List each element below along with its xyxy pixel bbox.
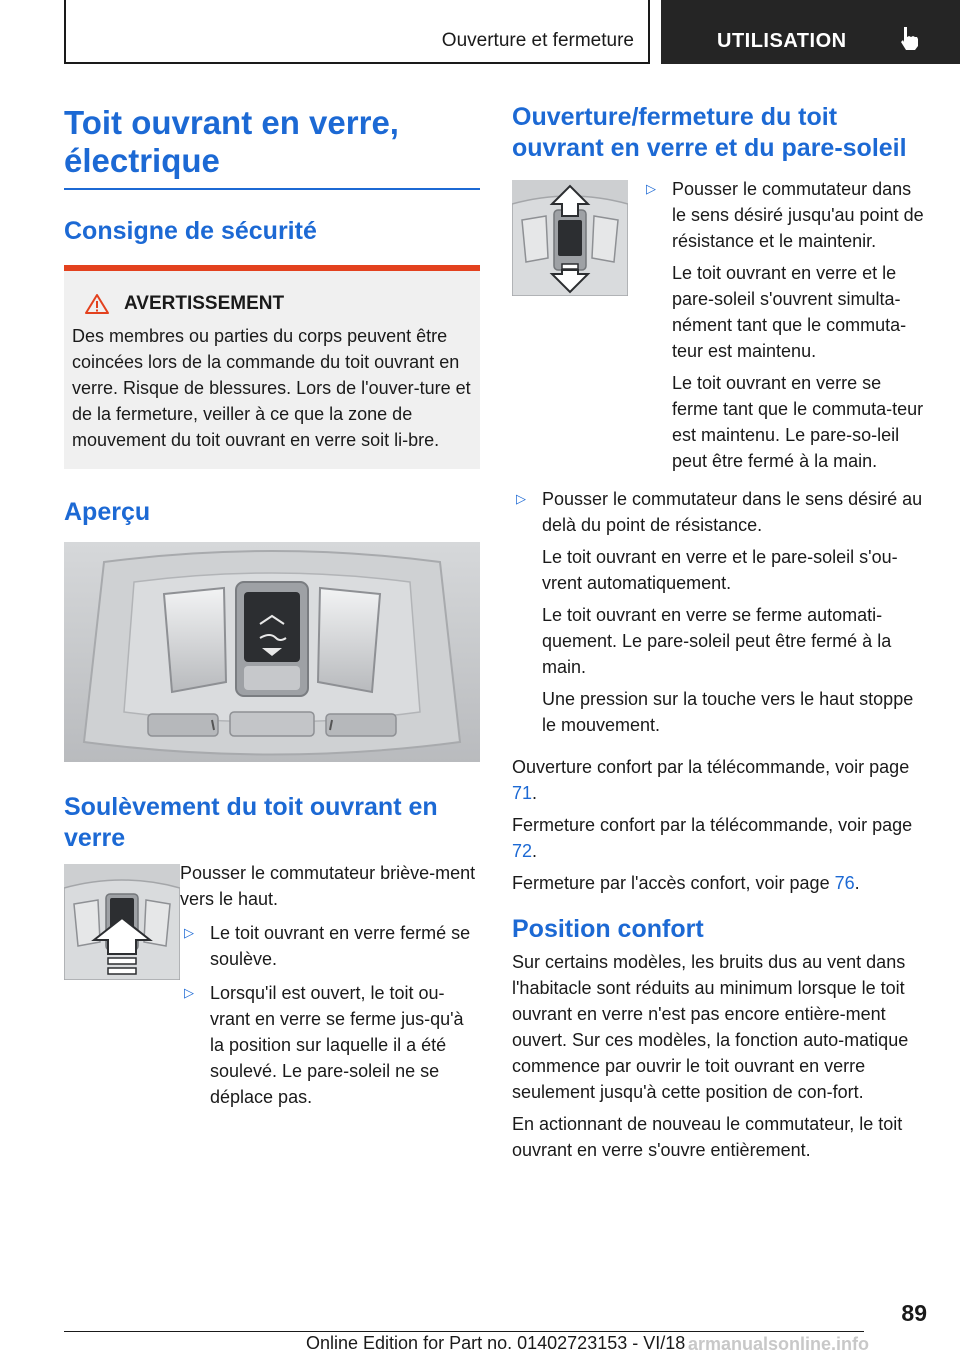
open-close-heading	[512, 102, 928, 164]
warning-title: AVERTISSEMENT	[124, 293, 285, 314]
comfort-access-ref	[512, 870, 928, 896]
pointing-hand-icon	[895, 24, 923, 52]
warning-box	[64, 265, 480, 469]
open-close-bullet-1	[628, 176, 928, 474]
chapter-tab	[661, 0, 960, 64]
overview-image	[64, 542, 480, 762]
title-divider	[64, 188, 480, 190]
footer-divider	[64, 1331, 864, 1332]
open-close-bullet-1-sub1: Le toit ouvrant en verre et le pare-soleil s'ouvrent simulta-nément tant que le commuta-teur est maintenu.	[672, 263, 907, 361]
page-header	[0, 0, 960, 64]
open-close-bullet-1-row	[642, 176, 928, 474]
lift-switch-image	[64, 864, 180, 980]
open-close-bullet-1-content	[672, 176, 928, 474]
open-close-bullet-2-sub3: Une pression sur la touche vers le haut stoppe le mouvement.	[542, 689, 914, 735]
open-close-heading-line1: Ouverture/fermeture du toit	[512, 103, 838, 131]
open-close-heading-line2: ouvrant en verre et du pare-soleil	[512, 134, 907, 162]
comfort-open-ref	[512, 754, 928, 806]
left-column	[64, 104, 480, 1110]
open-close-bullet-2-sub1: Le toit ouvrant en verre et le pare-soleil s'ou-vrent automatiquement.	[542, 547, 898, 593]
bullet-triangle-icon: ▷	[646, 181, 656, 196]
switch-updown-illustration	[512, 180, 628, 296]
open-close-bullet-2-sub2: Le toit ouvrant en verre se ferme automati-quement. Le pare-soleil peut être fermé à la main.	[542, 605, 892, 677]
lift-heading-line2: verre	[64, 824, 126, 852]
comfort-open-end: .	[532, 783, 538, 803]
comfort-close-ref	[512, 812, 928, 864]
lift-section	[64, 860, 480, 1110]
comfort-access-text: Fermeture par l'accès confort, voir page	[512, 873, 835, 893]
open-close-bullet-1-sub2: Le toit ouvrant en verre se ferme tant que le commuta-teur est maintenu. Le pare-so-leil peut être fermé à la main.	[672, 373, 924, 471]
page-link-71[interactable]: 71	[512, 783, 533, 803]
lift-bullet-1	[180, 920, 480, 972]
comfort-open-text: Ouverture confort par la télécommande, voir page	[512, 757, 910, 777]
warning-text: Des membres ou parties du corps peuvent être coincées lors de la commande du toit ouvrant en verre. Risque de blessures. Lors de l'ouver-ture et de la fermeture, veiller à ce que la zone de mouvement du toit ouvrant en verre soit li-bre.	[72, 326, 471, 450]
open-close-section	[512, 176, 928, 474]
lift-intro: Pousser le commutateur briève-ment vers le haut.	[180, 863, 476, 909]
comfort-close-text: Fermeture confort par la télécommande, voir page	[512, 815, 913, 835]
overview-heading: Aperçu	[64, 498, 151, 526]
warning-title-row	[84, 293, 472, 315]
page-title-line2: électrique	[64, 142, 220, 179]
lift-bullet-1-text: Le toit ouvrant en verre fermé se soulève.	[210, 923, 471, 969]
footer-watermark: armanualsonline.info	[688, 1334, 870, 1354]
section-title: Ouverture et fermeture	[441, 30, 634, 51]
position-text-1: Sur certains modèles, les bruits dus au vent dans l'habitacle sont réduits au minimum lorsque le toit ouvrant en verre n'est pas encore entière-ment ouvert. Sur ces modèles, la fonction auto-matique commence par ouvrir le toit ouvrant en verre seulement jusqu'à cette position de con-fort.	[512, 952, 909, 1102]
lift-text	[180, 860, 480, 1110]
chapter-tab-label: UTILISATION	[717, 30, 847, 52]
open-close-switch-image	[512, 180, 628, 296]
lift-bullet-2-text: Lorsqu'il est ouvert, le toit ou-vrant en verre se ferme jus-qu'à la position sur laquelle il a été soulevé. Le pare-soleil ne se déplace pas.	[210, 983, 464, 1107]
page-title-line1: Toit ouvrant en verre,	[64, 104, 399, 141]
open-close-bullet-2-text: Pousser le commutateur dans le sens désiré au delà du point de résistance.	[542, 489, 923, 535]
comfort-access-end: .	[854, 873, 860, 893]
roof-control-panel-illustration	[64, 542, 480, 762]
section-frame	[64, 0, 650, 64]
right-column	[512, 102, 928, 1163]
lift-heading	[64, 792, 480, 854]
page-link-76[interactable]: 76	[834, 873, 855, 893]
lift-heading-line1: Soulèvement du toit ouvrant en	[64, 793, 438, 821]
warning-triangle-icon	[84, 293, 110, 315]
switch-up-illustration	[64, 864, 180, 980]
position-text-2: En actionnant de nouveau le commutateur, le toit ouvrant en verre s'ouvre entièrement.	[512, 1114, 903, 1160]
bullet-triangle-icon: ▷	[184, 985, 194, 1000]
bullet-triangle-icon: ▷	[184, 925, 194, 940]
open-close-bullet-2	[512, 486, 928, 738]
open-close-bullet-2-content	[542, 486, 928, 738]
position-heading: Position confort	[512, 915, 704, 943]
page-number: 89	[901, 1300, 927, 1326]
safety-heading: Consigne de sécurité	[64, 217, 317, 245]
bullet-triangle-icon: ▷	[516, 491, 526, 506]
page-link-72[interactable]: 72	[512, 841, 533, 861]
footer-edition: Online Edition for Part no. 01402723153 - VI/18	[306, 1333, 686, 1353]
page-title	[64, 104, 480, 180]
comfort-close-end: .	[532, 841, 538, 861]
open-close-bullet-1-text: Pousser le commutateur dans le sens désiré jusqu'au point de résistance et le maintenir.	[672, 179, 924, 251]
lift-bullet-2	[180, 980, 480, 1110]
